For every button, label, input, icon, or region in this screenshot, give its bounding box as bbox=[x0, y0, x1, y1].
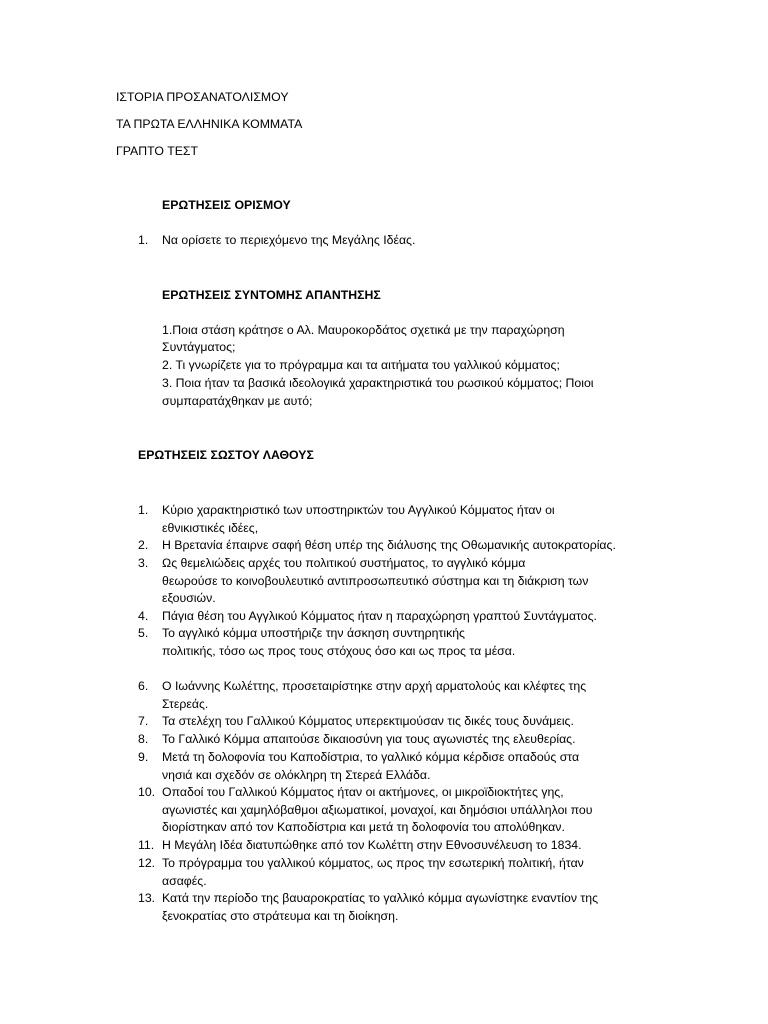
true-false-item-text: Κατά την περίοδο της βαυαροκρατίας το γαλλικό κόμμα αγωνίστηκε εναντίον της bbox=[162, 891, 599, 905]
true-false-item-text: Ως θεμελιώδεις αρχές του πολιτικού συστήματος, το αγγλικό κόμμα bbox=[162, 556, 526, 570]
true-false-item-text: Οπαδοί του Γαλλικού Κόμματος ήταν οι ακτήμονες, οι μικροϊδιοκτήτες γης, bbox=[162, 785, 564, 799]
true-false-item-text: Ο Ιωάννης Κωλέττης, προσεταιρίστηκε στην αρχή αρματολούς και κλέφτες της bbox=[162, 679, 587, 693]
true-false-item-text: Το αγγλικό κόμμα υποστήριζε την άσκηση συντηρητικής bbox=[162, 626, 465, 640]
true-false-item-number: 1. bbox=[138, 503, 149, 517]
true-false-item-text: Το πρόγραμμα του γαλλικού κόμματος, ως προς την εσωτερική πολιτική, ήταν bbox=[162, 856, 584, 870]
true-false-item-text: εθνικιστικές ιδέες, bbox=[162, 520, 259, 535]
true-false-item-text: διορίστηκαν από τον Καποδίστρια και μετά τη δολοφονία του απολύθηκαν. bbox=[162, 820, 565, 835]
true-false-item-text: Το Γαλλικό Κόμμα απαιτούσε δικαιοσύνη για τους αγωνιστές της ελευθερίας. bbox=[162, 732, 576, 746]
true-false-item-text: εξουσιών. bbox=[162, 591, 216, 606]
true-false-item-number: 5. bbox=[138, 626, 149, 640]
header-subject: ΙΣΤΟΡΙΑ ΠΡΟΣΑΝΑΤΟΛΙΣΜΟΥ bbox=[116, 90, 289, 104]
true-false-item-number: 12. bbox=[138, 856, 156, 870]
true-false-item-text: Τα στελέχη του Γαλλικού Κόμματος υπερεκτιμούσαν τις δικές τους δυνάμεις. bbox=[162, 714, 574, 728]
true-false-item-number: 3. bbox=[138, 556, 149, 570]
section-definitions-heading: ΕΡΩΤΗΣΕΙΣ ΟΡΙΣΜΟΥ bbox=[162, 198, 291, 212]
true-false-item-text: θεωρούσε το κοινοβουλευτικό αντιπροσωπευτικό σύστημα και τη διάκριση των bbox=[162, 573, 589, 588]
true-false-item-text: Η Βρετανία έπαιρνε σαφή θέση υπέρ της διάλυσης της Οθωμανικής αυτοκρατορίας. bbox=[162, 538, 616, 552]
true-false-item-text: Μετά τη δολοφονία του Καποδίστρια, το γαλλικό κόμμα κέρδισε οπαδούς στα bbox=[162, 750, 580, 764]
short-answer-q1-line1: 1.Ποια στάση κράτησε ο Αλ. Μαυροκορδάτος σχετικά με την παραχώρηση bbox=[162, 323, 565, 337]
header-topic: ΤΑ ΠΡΩΤΑ ΕΛΛΗΝΙΚΑ ΚΟΜΜΑΤΑ bbox=[116, 117, 303, 131]
true-false-item-text: Κύριο χαρακτηριστικό tων υποστηρικτών του Αγγλικού Κόμματος ήταν οι bbox=[162, 503, 555, 517]
short-answer-q1-line2: Συντάγματος; bbox=[162, 340, 236, 354]
true-false-item-number: 13. bbox=[138, 891, 156, 905]
true-false-item-text: Η Μεγάλη Ιδέα διατυπώθηκε από τον Κωλέττη στην Εθνοσυνέλευση το 1834. bbox=[162, 838, 582, 852]
true-false-item-number: 2. bbox=[138, 538, 149, 552]
section-true-false-heading: ΕΡΩΤΗΣΕΙΣ ΣΩΣΤΟΥ ΛΑΘΟΥΣ bbox=[138, 448, 314, 462]
true-false-item-text: νησιά και σχεδόν σε ολόκληρη τη Στερεά Ελλάδα. bbox=[162, 767, 431, 782]
true-false-item-number: 9. bbox=[138, 750, 149, 764]
true-false-item-text: πολιτικής, τόσο ως προς τους στόχους όσο και ως προς τα μέσα. bbox=[162, 643, 516, 658]
true-false-item-text: ασαφές. bbox=[162, 873, 207, 888]
true-false-item-number: 11. bbox=[138, 838, 155, 852]
true-false-item-number: 7. bbox=[138, 714, 149, 728]
short-answer-q3-line2: συμπαρατάχθηκαν με αυτό; bbox=[162, 394, 313, 408]
true-false-item-number: 8. bbox=[138, 732, 149, 746]
definition-item-number: 1. bbox=[138, 233, 149, 247]
true-false-item-text: Πάγια θέση του Αγγλικού Κόμματος ήταν η παραχώρηση γραπτού Συντάγματος. bbox=[162, 609, 597, 623]
true-false-item-text: ξενοκρατίας στο στράτευμα και τη διοίκηση. bbox=[162, 908, 399, 923]
short-answer-q3-line1: 3. Ποια ήταν τα βασικά ιδεολογικά χαρακτηριστικά του ρωσικού κόμματος; Ποιοι bbox=[162, 376, 594, 390]
true-false-item-number: 6. bbox=[138, 679, 149, 693]
header-test-type: ΓΡΑΠΤΟ ΤΕΣΤ bbox=[116, 144, 199, 158]
section-short-answer-heading: ΕΡΩΤΗΣΕΙΣ ΣΥΝΤΟΜΗΣ ΑΠΑΝΤΗΣΗΣ bbox=[162, 288, 381, 302]
true-false-item-text: αγωνιστές και χαμηλόβαθμοι αξιωματικοί, μοναχοί, και δημόσιοι υπάλληλοι που bbox=[162, 802, 593, 817]
short-answer-q2: 2. Τι γνωρίζετε για το πρόγραμμα και τα αιτήματα του γαλλικού κόμματος; bbox=[162, 358, 560, 372]
definition-item-text: Να ορίσετε το περιεχόμενο της Μεγάλης Ιδέας. bbox=[162, 233, 416, 247]
true-false-item-text: Στερεάς. bbox=[162, 696, 209, 711]
true-false-item-number: 4. bbox=[138, 609, 149, 623]
true-false-item-number: 10. bbox=[138, 785, 156, 799]
